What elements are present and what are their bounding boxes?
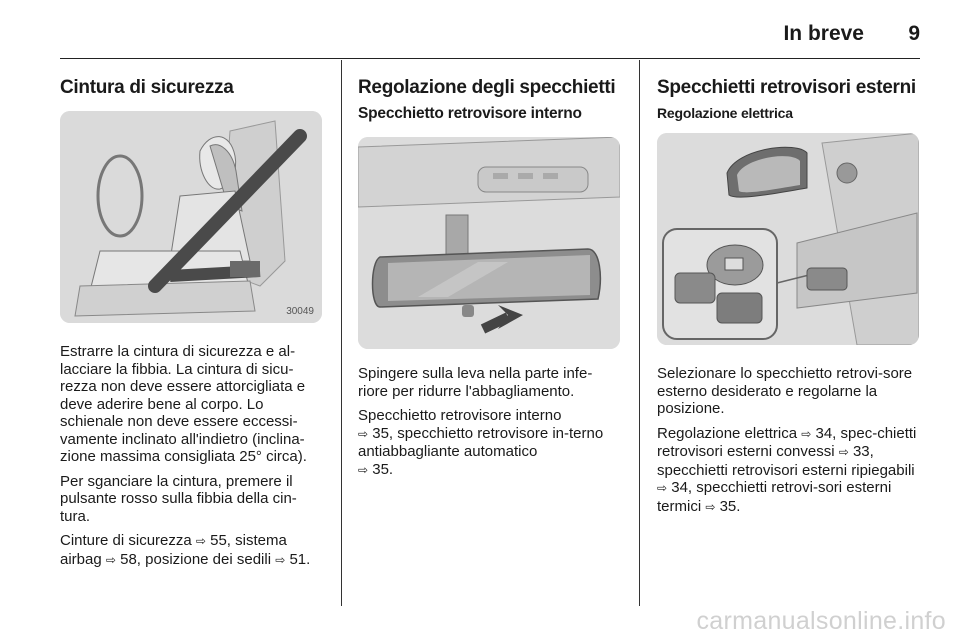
seatbelt-references: Cinture di sicurezza ⇨ 55, sistema airbag ⇨ 58, posizione dei sedili ⇨ 51. <box>60 532 311 568</box>
exterior-mirror-paragraph: Selezionare lo specchietto retrovi-sore esterno desiderato e regolarne la posizione. <box>657 365 913 417</box>
page-ref-arrow-icon: ⇨ <box>705 499 716 514</box>
exterior-mirrors-heading: Specchietti retrovisori esterni <box>657 77 916 98</box>
page-ref-arrow-icon: ⇨ <box>657 481 668 495</box>
page-ref-arrow-icon: ⇨ <box>195 534 206 548</box>
column-divider <box>639 60 640 606</box>
exterior-mirror-illustration <box>657 133 919 345</box>
page-ref-arrow-icon: ⇨ <box>838 445 849 459</box>
column-mirror-adjustment <box>358 60 620 606</box>
column-divider <box>341 60 342 606</box>
page-header <box>60 14 920 59</box>
page-ref-arrow-icon: ⇨ <box>105 552 116 567</box>
interior-mirror-references: Specchietto retrovisore interno ⇨ 35, specchietto retrovisore in-terno antiabbagliante automatico ⇨ 35. <box>358 407 604 478</box>
figure-number: 30049 <box>286 306 314 317</box>
interior-mirror-paragraph: Spingere sulla leva nella parte infe-riore per ridurre l'abbagliamento. <box>358 365 593 400</box>
page-ref-arrow-icon: ⇨ <box>275 552 286 567</box>
page-number: 9 <box>908 22 920 45</box>
column-exterior-mirrors <box>657 60 922 606</box>
column-seatbelt <box>60 60 325 606</box>
mirror-adjustment-heading: Regolazione degli specchietti <box>358 77 616 98</box>
page-ref-arrow-icon: ⇨ <box>358 426 369 441</box>
seatbelt-paragraph-2: Per sganciare la cintura, premere il pulsante rosso sulla fibbia della cin-tura. <box>60 472 297 525</box>
section-title: In breve <box>783 22 864 45</box>
seatbelt-illustration <box>60 111 322 323</box>
watermark: carmanualsonline.info <box>696 607 946 635</box>
exterior-mirror-references: Regolazione elettrica ⇨ 34, spec-chietti retrovisori esterni convessi ⇨ 33, specchietti retrovisori esterni ripiegabili ⇨ 34, specchietti retrovi-sori esterni termici ⇨ 35. <box>657 424 917 515</box>
interior-mirror-illustration <box>358 137 620 349</box>
interior-mirror-subheading: Specchietto retrovisore interno <box>358 105 582 122</box>
page-ref-arrow-icon: ⇨ <box>358 462 369 477</box>
seatbelt-paragraph-1: Estrarre la cintura di sicurezza e al-lacciare la fibbia. La cintura di sicu-rezza non deve essere attorcigliata e deve aderire bene al corpo. Lo schienale non deve essere eccessi-vamente inclinato all'indietro (inclina-zione massima consigliata 25° circa). <box>60 343 307 465</box>
seatbelt-heading: Cintura di sicurezza <box>60 77 234 98</box>
page-ref-arrow-icon: ⇨ <box>801 426 812 441</box>
electric-adjustment-subheading: Regolazione elettrica <box>657 105 793 121</box>
